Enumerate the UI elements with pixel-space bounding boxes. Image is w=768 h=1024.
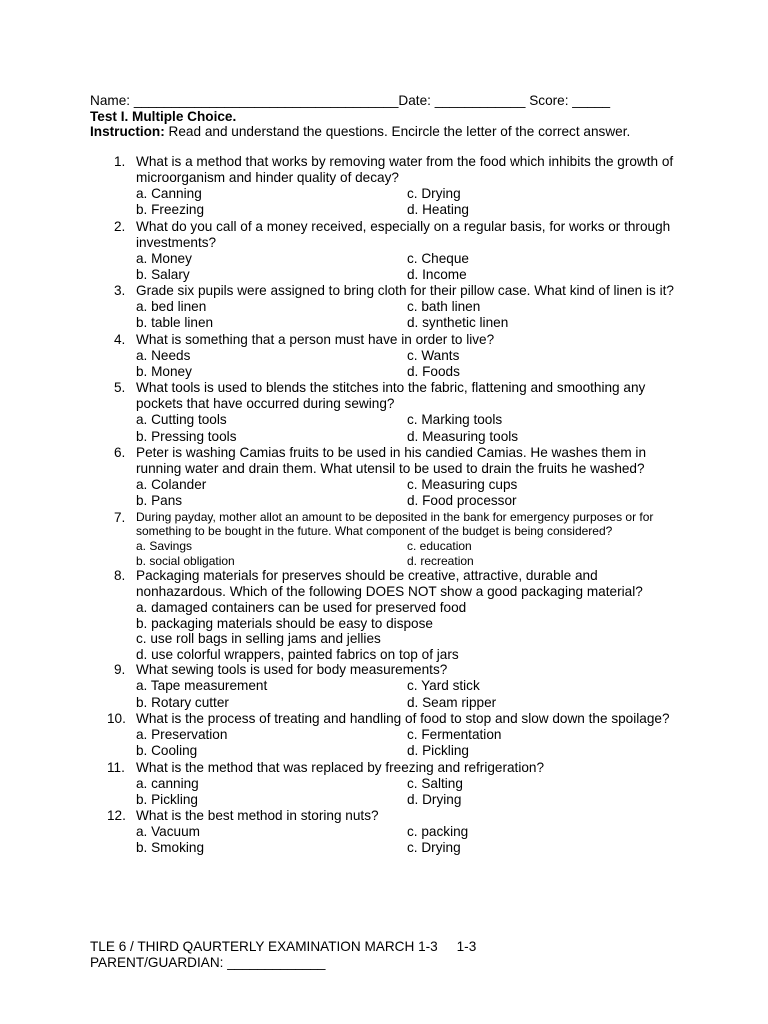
answer-option[interactable]: c. packing xyxy=(407,824,469,840)
answer-options xyxy=(136,299,676,332)
answer-option[interactable]: d. Seam ripper xyxy=(407,694,497,710)
question-text: During payday, mother allot an amount to be deposited in the bank for emergency purposes or for something to be bought in the future. What component of the budget is being considered? xyxy=(136,509,654,538)
answer-option[interactable]: b. Money xyxy=(136,364,192,380)
question-number: 5. xyxy=(114,380,126,396)
answer-option[interactable]: b. social obligation xyxy=(136,554,235,569)
answer-option[interactable]: c. Salting xyxy=(407,775,463,791)
answer-option[interactable]: c. use roll bags in selling jams and jellies xyxy=(136,631,381,647)
question-number: 4. xyxy=(114,331,126,347)
question-6 xyxy=(0,445,768,510)
answer-options xyxy=(136,251,676,284)
answer-option[interactable]: d. Income xyxy=(407,266,467,282)
answer-option[interactable]: d. synthetic linen xyxy=(407,315,509,331)
answer-option[interactable]: d. Food processor xyxy=(407,493,517,509)
option-row xyxy=(136,202,676,218)
answer-option[interactable]: b. packaging materials should be easy to dispose xyxy=(136,615,433,631)
question-1 xyxy=(0,154,768,219)
answer-option[interactable]: a. Vacuum xyxy=(136,824,200,840)
question-2 xyxy=(0,219,768,284)
answer-option[interactable]: b. Pickling xyxy=(136,791,198,807)
option-row xyxy=(136,840,676,856)
answer-option[interactable]: d. Pickling xyxy=(407,743,469,759)
answer-option[interactable]: a. canning xyxy=(136,775,199,791)
answer-options xyxy=(136,477,676,510)
answer-options xyxy=(136,412,676,445)
answer-option[interactable]: c. Cheque xyxy=(407,250,469,266)
question-11 xyxy=(0,760,768,809)
answer-options xyxy=(136,538,676,568)
answer-options xyxy=(136,776,676,809)
answer-options xyxy=(136,600,676,662)
question-number: 6. xyxy=(114,444,126,460)
answer-options xyxy=(136,824,676,857)
answer-option[interactable]: d. Measuring tools xyxy=(407,428,519,444)
option-row xyxy=(136,493,676,509)
question-text: Grade six pupils were assigned to bring cloth for their pillow case. What kind of linen is it? xyxy=(136,283,674,299)
answer-option[interactable]: b. Cooling xyxy=(136,743,198,759)
answer-option[interactable]: d. use colorful wrappers, painted fabrics on top of jars xyxy=(136,646,459,662)
answer-option[interactable]: c. Yard stick xyxy=(407,678,480,694)
footer xyxy=(90,939,476,971)
answer-option[interactable]: a. Colander xyxy=(136,476,207,492)
test-title: Test I. Multiple Choice. xyxy=(90,109,237,124)
answer-option[interactable]: c. bath linen xyxy=(407,299,481,315)
answer-option[interactable]: d. Foods xyxy=(407,364,460,380)
question-number: 10. xyxy=(107,710,126,726)
question-text: What is something that a person must have in order to live? xyxy=(136,331,495,347)
answer-option[interactable]: a. Needs xyxy=(136,347,191,363)
answer-option[interactable]: a. Cutting tools xyxy=(136,412,227,428)
header-fields xyxy=(90,93,680,109)
option-row xyxy=(136,267,676,283)
question-text: Packaging materials for preserves should be creative, attractive, durable and nonhazardous. Which of the following DOES NOT show a good packaging material? xyxy=(136,568,643,600)
answer-option[interactable]: a. Savings xyxy=(136,539,193,554)
question-text: What do you call of a money received, especially on a regular basis, for works or through investments? xyxy=(136,218,671,250)
answer-option[interactable]: b. Pressing tools xyxy=(136,428,237,444)
option-row xyxy=(136,429,676,445)
answer-options xyxy=(136,727,676,760)
option-row xyxy=(136,299,676,315)
instruction-text: Read and understand the questions. Encircle the letter of the correct answer. xyxy=(168,124,631,139)
name-field: Name: ___________________________________ xyxy=(90,93,399,108)
question-number: 3. xyxy=(114,283,126,299)
option-row xyxy=(136,678,676,694)
answer-option[interactable]: d. recreation xyxy=(407,554,474,569)
option-row xyxy=(136,315,676,331)
option-row xyxy=(136,824,676,840)
question-3 xyxy=(0,283,768,332)
answer-option[interactable]: c. Drying xyxy=(407,186,461,201)
answer-option[interactable]: a. Money xyxy=(136,250,192,266)
answer-option[interactable]: a. bed linen xyxy=(136,299,207,315)
question-number: 12. xyxy=(107,808,126,824)
instruction-label: Instruction: xyxy=(90,124,165,139)
answer-options xyxy=(136,678,676,711)
answer-option[interactable]: c. Marking tools xyxy=(407,412,503,428)
question-text: What is the best method in storing nuts? xyxy=(136,808,379,824)
footer-exam-title: TLE 6 / THIRD QAURTERLY EXAMINATION MARCH 1-3 1-3 xyxy=(90,939,477,954)
option-row xyxy=(136,412,676,428)
answer-option[interactable]: b. Rotary cutter xyxy=(136,694,229,710)
question-number: 7. xyxy=(114,509,126,525)
answer-option[interactable]: b. table linen xyxy=(136,315,214,331)
answer-option[interactable]: c. Drying xyxy=(407,840,461,856)
score-field: Score: _____ xyxy=(529,93,611,108)
answer-option[interactable]: a. damaged containers can be used for preserved food xyxy=(136,600,467,616)
answer-option[interactable]: c. Fermentation xyxy=(407,726,502,742)
answer-option[interactable]: b. Salary xyxy=(136,266,190,282)
instruction-paragraph xyxy=(90,124,677,140)
answer-option[interactable]: c. Wants xyxy=(407,347,460,363)
answer-option[interactable]: c. Measuring cups xyxy=(407,476,518,492)
question-5 xyxy=(0,380,768,445)
date-field: Date: ____________ xyxy=(398,93,526,108)
option-row xyxy=(136,538,676,553)
question-text: What tools is used to blends the stitches into the fabric, flattening and smoothing any pockets that have occurred during sewing? xyxy=(136,380,646,412)
answer-option[interactable]: c. education xyxy=(407,539,472,554)
question-text: What is the process of treating and handling of food to stop and slow down the spoilage? xyxy=(136,710,670,726)
answer-option[interactable]: b. Smoking xyxy=(136,840,205,856)
option-row xyxy=(136,251,676,267)
question-8 xyxy=(0,568,768,662)
question-text: What is the method that was replaced by freezing and refrigeration? xyxy=(136,759,545,775)
question-number: 11. xyxy=(107,759,125,775)
answer-option[interactable]: b. Pans xyxy=(136,493,183,509)
question-number: 1. xyxy=(114,154,126,169)
question-text: What sewing tools is used for body measurements? xyxy=(136,662,448,678)
option-row xyxy=(136,776,676,792)
question-list xyxy=(0,154,768,857)
question-4 xyxy=(0,332,768,381)
answer-option[interactable]: a. Canning xyxy=(136,186,202,201)
question-number: 8. xyxy=(114,568,126,584)
answer-options xyxy=(136,186,676,219)
option-row xyxy=(136,477,676,493)
answer-option[interactable]: a. Preservation xyxy=(136,726,228,742)
option-row xyxy=(136,792,676,808)
option-row xyxy=(136,553,676,568)
answer-option[interactable]: d. Heating xyxy=(407,202,469,218)
answer-option[interactable]: a. Tape measurement xyxy=(136,678,268,694)
option-row xyxy=(136,727,676,743)
question-number: 9. xyxy=(114,662,126,678)
question-text: Peter is washing Camias fruits to be used in his candied Camias. He washes them in running water and drain them. What utensil to be used to drain the fruits he washed? xyxy=(136,444,647,476)
question-7 xyxy=(0,510,768,569)
question-12 xyxy=(0,808,768,857)
option-row xyxy=(136,348,676,364)
option-row xyxy=(136,695,676,711)
question-text: What is a method that works by removing water from the food which inhibits the growth of microorganism and hinder quality of decay? xyxy=(136,154,674,185)
answer-option[interactable]: d. Drying xyxy=(407,791,462,807)
option-row xyxy=(136,186,676,202)
answer-option[interactable]: b. Freezing xyxy=(136,202,205,218)
option-row xyxy=(136,743,676,759)
option-row xyxy=(136,364,676,380)
footer-parent-guardian: PARENT/GUARDIAN: _____________ xyxy=(90,955,326,970)
question-9 xyxy=(0,662,768,711)
answer-options xyxy=(136,348,676,381)
question-number: 2. xyxy=(114,218,126,234)
question-10 xyxy=(0,711,768,760)
